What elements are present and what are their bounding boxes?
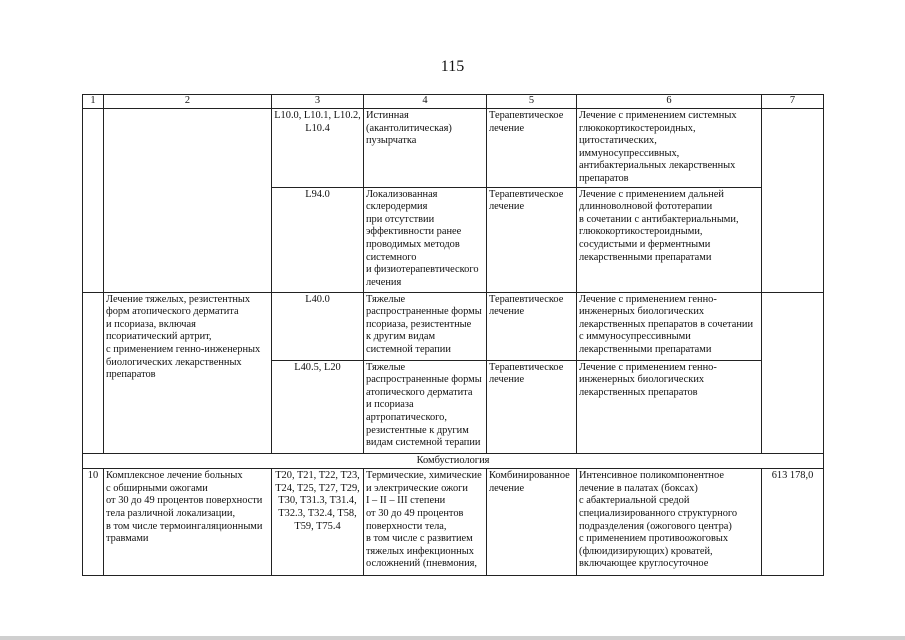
type-cell: Терапевтическое лечение bbox=[487, 360, 577, 453]
price-cell bbox=[762, 109, 824, 293]
method-cell: Лечение с применением дальней длинноволновой фототерапии в сочетании с антибактериальными, глюкокортикостероидными, сосудистыми и ферментными лекарственными препаратами bbox=[577, 187, 762, 292]
price-cell: 613 178,0 bbox=[762, 469, 824, 576]
codes-cell: L94.0 bbox=[272, 187, 364, 292]
name-cell: Лечение тяжелых, резистентных форм атопического дерматита и псориаза, включая псориатический артрит, с применением генно-инженерных биологических лекарственных препаратов bbox=[104, 292, 272, 453]
model-cell: Локализованная склеродермия при отсутствии эффективности ранее проводимых методов системного и физиотерапевтического лечения bbox=[364, 187, 487, 292]
type-cell: Терапевтическое лечение bbox=[487, 292, 577, 360]
model-cell: Термические, химические и электрические ожоги I – II – III степени от 30 до 49 процентов поверхности тела, в том числе с развитием тяжелых инфекционных осложнений (пневмония, bbox=[364, 469, 487, 576]
services-table bbox=[82, 94, 824, 576]
header-cell-7: 7 bbox=[762, 95, 824, 109]
table-row bbox=[83, 292, 824, 360]
number-cell: 10 bbox=[83, 469, 104, 576]
number-cell bbox=[83, 109, 104, 293]
method-cell: Лечение с применением системных глюкокортикостероидных, цитостатических, иммуносупрессивных, антибактериальных лекарственных препаратов bbox=[577, 109, 762, 188]
model-cell: Тяжелые распространенные формы псориаза, резистентные к другим видам системной терапии bbox=[364, 292, 487, 360]
header-cell-1: 1 bbox=[83, 95, 104, 109]
page-number: 115 bbox=[440, 58, 465, 75]
header-cell-3: 3 bbox=[272, 95, 364, 109]
header-cell-6: 6 bbox=[577, 95, 762, 109]
table-row bbox=[83, 109, 824, 188]
scan-bottom-edge bbox=[0, 636, 905, 640]
price-cell bbox=[762, 292, 824, 453]
codes-cell: L40.5, L20 bbox=[272, 360, 364, 453]
name-cell: Комплексное лечение больных с обширными ожогами от 30 до 49 процентов поверхности тела различной локализации, в том числе термоингаляционными травмами bbox=[104, 469, 272, 576]
name-cell bbox=[104, 109, 272, 293]
codes-cell: L40.0 bbox=[272, 292, 364, 360]
section-title: Комбустиология bbox=[83, 453, 824, 469]
section-row bbox=[83, 453, 824, 469]
header-cell-4: 4 bbox=[364, 95, 487, 109]
type-cell: Комбинированное лечение bbox=[487, 469, 577, 576]
method-cell: Лечение с применением генно- инженерных биологических лекарственных препаратов в сочетании с иммуносупрессивными лекарственными препаратами bbox=[577, 292, 762, 360]
model-cell: Истинная (акантолитическая) пузырчатка bbox=[364, 109, 487, 188]
method-cell: Лечение с применением генно- инженерных биологических лекарственных препаратов bbox=[577, 360, 762, 453]
method-cell: Интенсивное поликомпонентное лечение в палатах (боксах) с абактериальной средой специализированного структурного подразделения (ожогового центра) с применением противоожоговых (флюидизирующих) кроватей, включающее круглосуточное bbox=[577, 469, 762, 576]
codes-cell: T20, T21, T22, T23, T24, T25, T27, T29, T30, T31.3, T31.4, T32.3, T32.4, T58, T59, T75.4 bbox=[272, 469, 364, 576]
codes-cell: L10.0, L10.1, L10.2, L10.4 bbox=[272, 109, 364, 188]
type-cell: Терапевтическое лечение bbox=[487, 109, 577, 188]
type-cell: Терапевтическое лечение bbox=[487, 187, 577, 292]
table-row bbox=[83, 469, 824, 576]
header-cell-2: 2 bbox=[104, 95, 272, 109]
header-cell-5: 5 bbox=[487, 95, 577, 109]
number-cell bbox=[83, 292, 104, 453]
model-cell: Тяжелые распространенные формы атопического дерматита и псориаза артропатического, резистентные к другим видам системной терапии bbox=[364, 360, 487, 453]
header-row bbox=[83, 95, 824, 109]
